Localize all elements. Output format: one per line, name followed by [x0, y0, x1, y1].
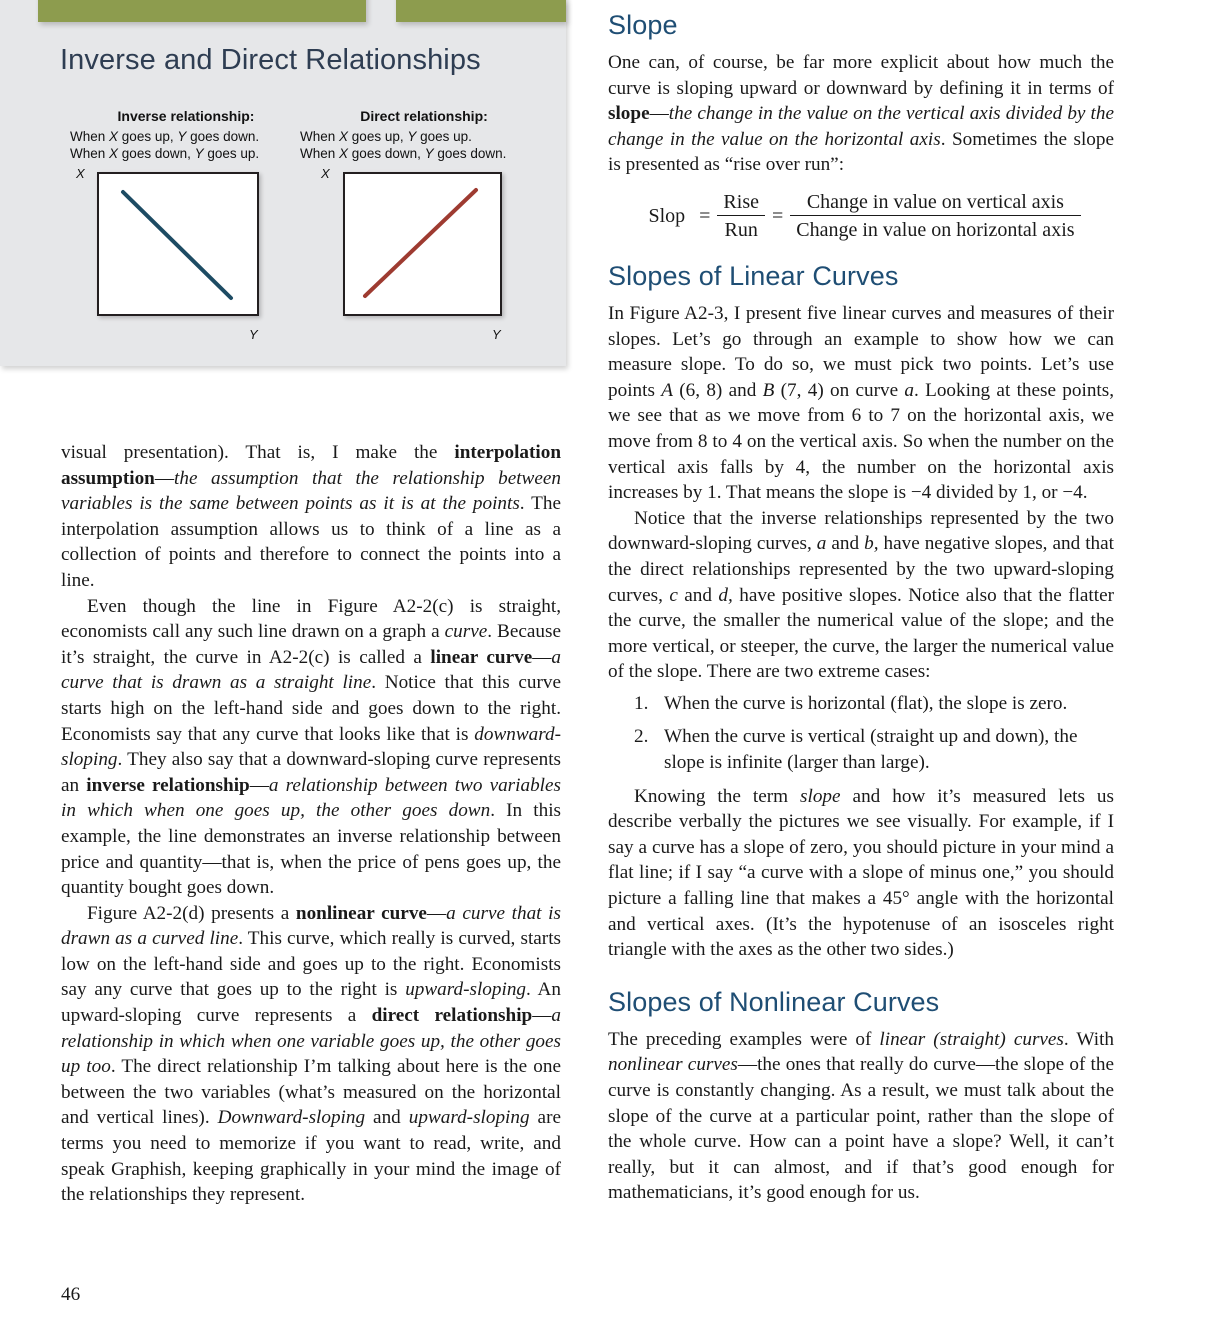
- lp2-dash-1: —: [532, 646, 552, 668]
- inverse-graph-y-axis-label: Y: [249, 327, 258, 342]
- direct-relationship-line: [365, 190, 476, 296]
- lp2-italic-3: downward-sloping: [61, 723, 561, 771]
- right-paragraph-5: [608, 1027, 1114, 1206]
- rp3-italic-3: c: [669, 584, 678, 606]
- rp1-part-2: . Sometimes the slope is presented as “rise over run”:: [608, 128, 1114, 176]
- lp1-dash-1: —: [154, 467, 175, 489]
- figure-caption-inverse-line-2: When X goes down, Y goes up.: [70, 146, 260, 161]
- rp3-italic-4: d,: [718, 584, 733, 606]
- rp2-part-4: . Looking at these points, we see that as we move from 6 to 7 on the horizontal axis, we move from 8 to 4 on the vertical axis. So when the number on the vertical axis falls by 4, the number on the horizontal axis increases by 1. That means the slope is −4 divided by 1, or −4.: [608, 379, 1115, 504]
- lp2-part-5: . In this example, the line demonstrates an inverse relationship between price and quantity—that is, when the price of pens goes up, the quantity bought goes down.: [61, 800, 561, 899]
- lp3-part-5: and: [365, 1107, 409, 1129]
- lp3-italic-2: upward-sloping: [405, 979, 527, 1001]
- figure-caption-inverse-line-1: When X goes up, Y goes down.: [70, 129, 260, 144]
- figure-panel: [0, 0, 566, 366]
- formula-fraction-rise-over-run: [717, 191, 765, 241]
- rp5-part-3: the ones that really do curve—the slope of the curve is constantly changing. As a result, we must talk about the slope of the curve at a particular point, rather than the slope of the whole curve. How can a point have a slope? Well, it can’t really, but it can almost, and if that’s good enough for mathematicians, it’s good enough for us.: [608, 1054, 1114, 1204]
- heading-slopes-of-linear-curves: Slopes of Linear Curves: [608, 260, 899, 291]
- figure-caption-direct-line-1: When X goes up, Y goes up.: [300, 129, 472, 144]
- rp3-italic-1: a: [816, 533, 827, 555]
- rp4-part-1: Knowing the term: [634, 785, 801, 807]
- rp2-italic-1: A: [661, 379, 673, 401]
- lp2-italic-4: a relationship between two variables in which when one goes up, the other goes down: [61, 774, 561, 822]
- rp3-italic-2: b,: [864, 533, 879, 555]
- lp1-italic-1: the assumption that the relationship between variables is the same between points as it is at the points: [61, 467, 561, 515]
- rp5-dash-1: —: [737, 1054, 758, 1076]
- figure-caption-inverse-heading: Inverse relationship:: [117, 108, 255, 124]
- lp3-dash-2: —: [532, 1005, 552, 1027]
- list-item-text: When the curve is horizontal (flat), the slope is zero.: [664, 692, 1068, 714]
- lp3-part-6: are terms you need to memorize if you want to read, write, and speak Graphish, keeping graphically in your mind the image of the relationships they represent.: [61, 1107, 561, 1206]
- formula-fraction-change-over-change: [790, 191, 1080, 241]
- list-item-text: When the curve is vertical (straight up and down), the slope is infinite (larger than large).: [664, 726, 1078, 774]
- figure-tab-right: [396, 0, 566, 22]
- direct-graph-y-axis-label: Y: [492, 327, 501, 342]
- list-item: [608, 691, 1114, 717]
- lp2-part-2: . Because it’s straight, the curve in A2-2(c) is called a: [61, 621, 561, 668]
- figure-caption-direct: [300, 108, 548, 162]
- left-paragraph-3: [61, 901, 561, 1208]
- inverse-graph-x-axis-label: X: [76, 166, 85, 181]
- heading-slopes-of-nonlinear-curves: Slopes of Nonlinear Curves: [608, 986, 940, 1017]
- right-paragraph-4: [608, 784, 1114, 963]
- rp5-italic-2: nonlinear curves: [608, 1054, 738, 1076]
- lp2-part-1: Even though the line in Figure A2-2(c) is straight, economists call any such line drawn on a graph a: [61, 595, 561, 643]
- lp2-italic-1: curve: [444, 621, 488, 643]
- list-item-marker: 2.: [634, 726, 649, 748]
- list-item-marker: 1.: [634, 692, 649, 714]
- right-paragraph-3: [608, 506, 1114, 685]
- list-item: [608, 724, 1114, 775]
- rp3-part-4: and: [677, 584, 719, 606]
- lp3-italic-1: a curve that is drawn as a curved line: [61, 902, 561, 950]
- direct-relationship-graph: [343, 172, 502, 316]
- rp4-part-2: and how it’s measured lets us describe verbally the pictures we see visually. For example, if I say a curve has a slope of zero, you should picture in your mind a flat line; if I say “a curve with a slope of minus one,” you should picture a falling line that makes a 45° angle with the horizontal and vertical axes. (It’s the hypotenuse of an isosceles right triangle with the axes as the other two sides.): [608, 785, 1114, 961]
- left-text-column: [61, 440, 561, 1208]
- lp3-part-1: Figure A2-2(d) presents a: [87, 902, 296, 924]
- lp2-bold-2: inverse relationship: [86, 774, 250, 796]
- lp3-part-3: . An upward-sloping curve represents a: [61, 979, 561, 1027]
- lp1-part-1: visual presentation). That is, I make the: [61, 442, 455, 463]
- figure-tab-strip: [0, 0, 566, 22]
- rp5-part-1: The preceding examples were of: [608, 1028, 880, 1050]
- figure-title: Inverse and Direct Relationships: [60, 44, 481, 76]
- lp3-dash-1: —: [426, 902, 447, 924]
- rp3-part-2: and: [826, 533, 865, 555]
- rp3-part-1: Notice that the inverse relationships represented by the two downward-sloping curves,: [608, 507, 1114, 555]
- lp3-italic-4: Downward-sloping: [217, 1107, 366, 1129]
- rp2-part-1: In Figure A2-3, I present five linear curves and measures of their slopes. Let’s go through an example to show how we can measure slope. To do so, we must pick two points. Let’s use points: [608, 302, 1114, 401]
- lp2-part-3: . Notice that this curve starts high on the left-hand side and goes down to the right. Economists say that any curve that looks like that is: [61, 672, 562, 745]
- rp3-part-3: have negative slopes, and that the direct relationships represented by the two upward-sloping curves,: [608, 533, 1114, 606]
- lp3-part-4: . The direct relationship I’m talking about here is the one between the two variables (what’s measured on the horizontal and vertical lines).: [61, 1056, 561, 1129]
- left-paragraph-2: [61, 594, 561, 901]
- right-paragraph-2: [608, 301, 1114, 506]
- inverse-relationship-line: [123, 192, 231, 298]
- formula-run: Run: [724, 218, 758, 241]
- lp2-part-4: . They also say that a downward-sloping curve represents an: [61, 749, 561, 796]
- lp3-italic-3: a relationship in which when one variable goes up, the other goes up too: [61, 1005, 561, 1078]
- formula-change-vertical: Change in value on vertical axis: [790, 191, 1080, 216]
- lp2-bold-1: linear curve: [430, 646, 533, 668]
- lp3-italic-5: upward-sloping: [408, 1107, 530, 1129]
- left-paragraph-1: [61, 440, 561, 594]
- rp5-italic-1: linear (straight) curves: [879, 1028, 1064, 1050]
- inverse-relationship-graph: [97, 172, 259, 316]
- lp2-dash-2: —: [249, 774, 269, 796]
- lp1-part-2: . The interpolation assumption allows us to think of a line as a collection of points and therefore to connect the points into a line.: [61, 493, 561, 591]
- heading-slope: Slope: [608, 10, 678, 40]
- rp2-italic-2: B: [762, 379, 775, 401]
- rp5-part-2: . With: [1063, 1028, 1114, 1050]
- rp1-bold-1: slope: [608, 103, 650, 125]
- figure-tab-left: [38, 0, 366, 22]
- lp3-part-2: . This curve, which really is curved, starts low on the left-hand side and goes up to the right. Economists say any curve that goes up to the right is: [61, 928, 561, 1001]
- rp1-italic-1: the change in the value on the vertical axis divided by the change in the value on the horizontal axis: [608, 103, 1114, 150]
- slope-formula: [608, 191, 1114, 241]
- rp2-part-3: (7, 4) on curve: [774, 379, 905, 401]
- rp4-italic-1: slope: [800, 785, 841, 807]
- rp1-part-1: One can, of course, be far more explicit about how much the curve is sloping upward or downward by defining it in terms of: [608, 52, 1114, 99]
- rp2-italic-3: a: [904, 379, 915, 401]
- right-text-column: [608, 8, 1114, 1206]
- extreme-cases-list: [608, 691, 1114, 776]
- lp3-bold-1: nonlinear curve: [295, 902, 427, 924]
- formula-equals-1: =: [699, 204, 711, 227]
- lp2-italic-2: a curve that is drawn as a straight line: [61, 646, 561, 694]
- direct-graph-x-axis-label: X: [321, 166, 330, 181]
- formula-change-horizontal: Change in value on horizontal axis: [796, 218, 1075, 241]
- right-paragraph-1: [608, 50, 1114, 178]
- page-number: 46: [61, 1284, 81, 1305]
- figure-caption-direct-line-2: When X goes down, Y goes down.: [300, 146, 507, 161]
- lp3-bold-2: direct relationship: [371, 1005, 533, 1027]
- formula-lhs: Slop: [648, 204, 686, 227]
- rp3-part-5: have positive slopes. Notice also that the flatter the curve, the smaller the numerical value of the slope; and the more vertical, or steeper, the curve, the larger the numerical value of the slope. There are two extreme cases:: [608, 584, 1114, 683]
- formula-rise: Rise: [717, 191, 765, 216]
- lp1-bold-1: interpolation assumption: [61, 442, 561, 489]
- figure-caption-inverse: [70, 108, 302, 162]
- formula-equals-2: =: [771, 204, 784, 227]
- figure-caption-direct-heading: Direct relationship:: [360, 108, 488, 124]
- rp2-part-2: (6, 8) and: [672, 379, 763, 401]
- rp1-dash-1: —: [649, 103, 669, 125]
